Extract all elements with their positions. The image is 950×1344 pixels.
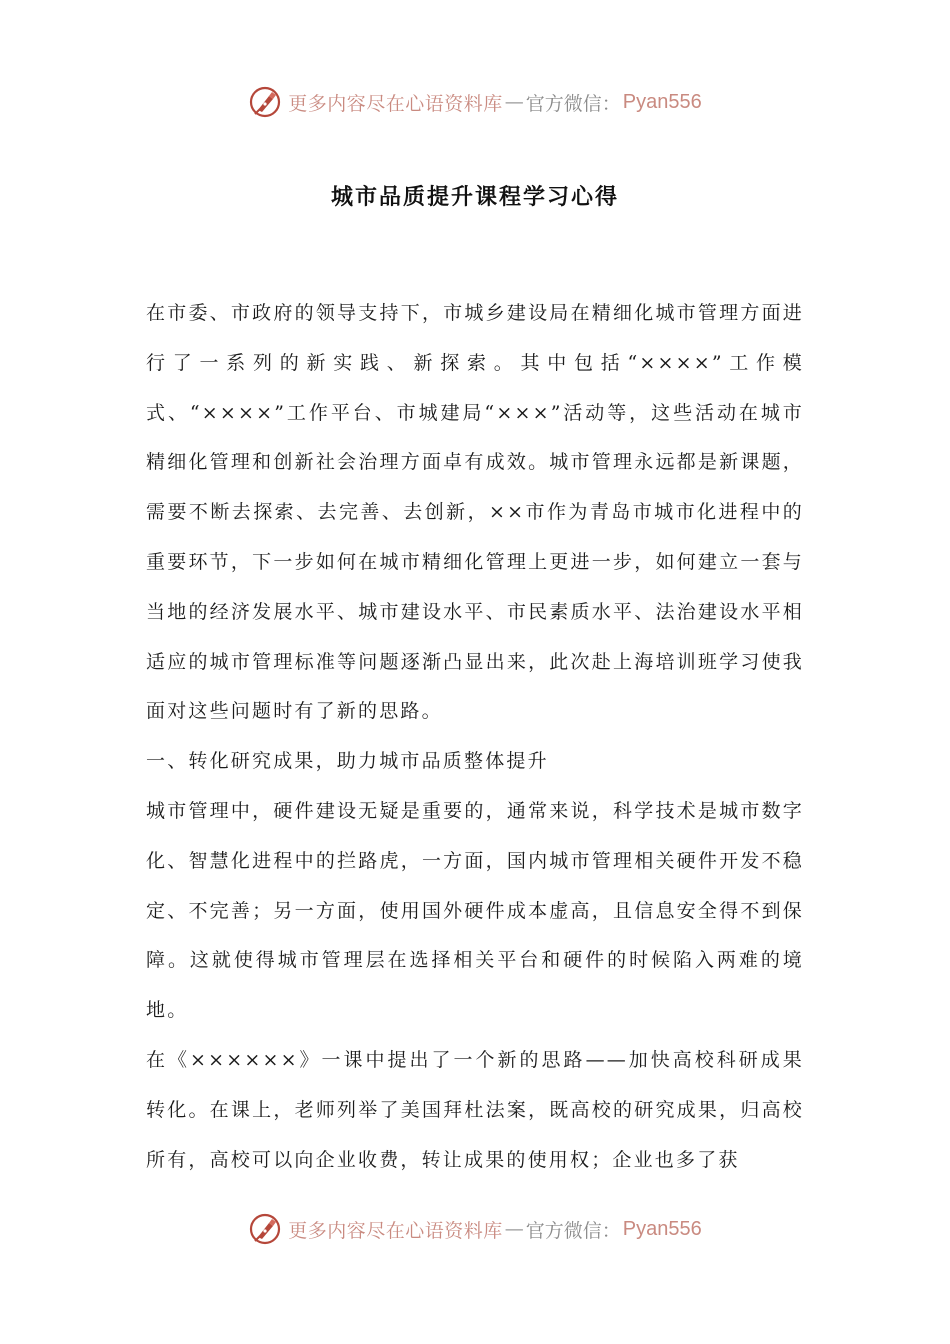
banner-wechat-label: 官方微信：	[525, 1219, 621, 1242]
body-paragraph: 城市管理中，硬件建设无疑是重要的，通常来说，科学技术是城市数字化、智慧化进程中的拦路虎，一方面，国内城市管理相关硬件开发不稳定、不完善；另一方面，使用国外硬件成本虚高，且信息安全得不到保障。这就使得城市管理层在选择相关平台和硬件的时候陷入两难的境地。	[146, 799, 804, 1022]
pen-nib-logo-icon	[248, 1212, 282, 1246]
body-paragraph: 在《××××××》一课中提出了一个新的思路——加快高校科研成果转化。在课上，老师列举了美国拜杜法案，既高校的研究成果，归高校所有，高校可以向企业收费，转让成果的使用权；企业也多了获	[146, 1048, 804, 1171]
body-paragraph: 在市委、市政府的领导支持下，市城乡建设局在精细化城市管理方面进行了一系列的新实践、新探索。其中包括“××××”工作模式、“××××”工作平台、市城建局“×××”活动等，这些活动在城市精细化管理和创新社会治理方面卓有成效。城市管理永远都是新课题，需要不断去探索、去完善、去创新，××市作为青岛市城市化进程中的重要环节，下一步如何在城市精细化管理上更进一步，如何建立一套与当地的经济发展水平、城市建设水平、市民素质水平、法治建设水平相适应的城市管理标准等问题逐渐凸显出来，此次赴上海培训班学习使我面对这些问题时有了新的思路。	[146, 302, 804, 723]
banner-dash: —	[504, 1218, 524, 1240]
banner-brand-text: 更多内容尽在心语资料库	[288, 1219, 503, 1242]
document-body	[146, 289, 804, 1185]
banner-wechat-label: 官方微信：	[525, 92, 621, 115]
footer-banner	[0, 1209, 950, 1249]
header-banner	[0, 82, 950, 122]
banner-wechat-handle: Pyan556	[622, 1217, 702, 1240]
section-heading: 一、转化研究成果，助力城市品质整体提升	[146, 750, 549, 773]
banner-brand-text: 更多内容尽在心语资料库	[288, 92, 503, 115]
document-title: 城市品质提升课程学习心得	[330, 185, 619, 210]
banner-wechat-handle: Pyan556	[622, 90, 702, 113]
pen-nib-logo-icon	[248, 85, 282, 119]
banner-dash: —	[504, 91, 524, 113]
